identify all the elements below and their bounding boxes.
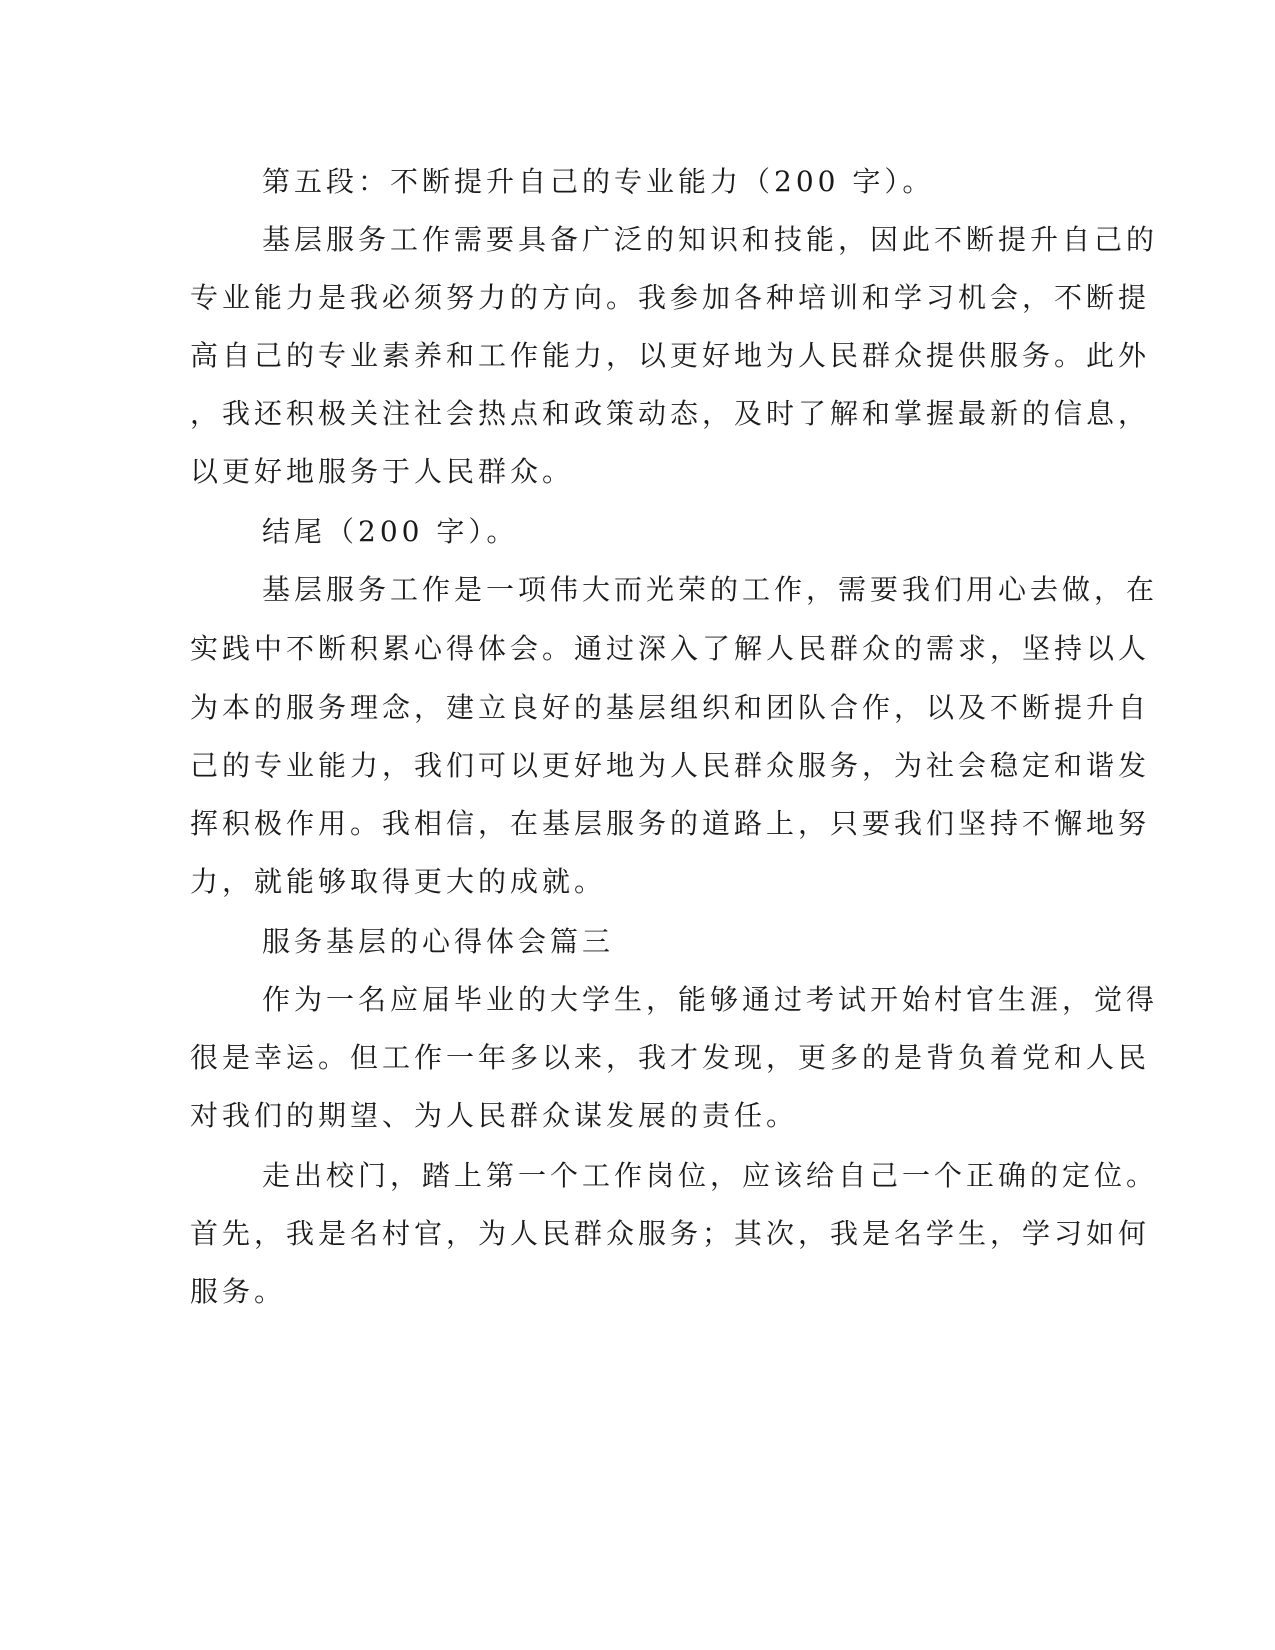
paragraph-line: 首先，我是名村官，为人民群众服务；其次，我是名学生，学习如何 — [190, 1217, 1151, 1250]
section-heading: 服务基层的心得体会篇三 — [262, 925, 615, 958]
paragraph-line: 基层服务工作需要具备广泛的知识和技能，因此不断提升自己的 — [262, 223, 1159, 256]
paragraph-line: 高自己的专业素养和工作能力，以更好地为人民群众提供服务。此外 — [190, 339, 1151, 372]
paragraph-line: 挥积极作用。我相信，在基层服务的道路上，只要我们坚持不懈地努 — [190, 807, 1151, 840]
paragraph-line: 专业能力是我必须努力的方向。我参加各种培训和学习机会，不断提 — [190, 281, 1151, 314]
paragraph-line: 很是幸运。但工作一年多以来，我才发现，更多的是背负着党和人民 — [190, 1041, 1151, 1074]
paragraph-line: 作为一名应届毕业的大学生，能够通过考试开始村官生涯，觉得 — [262, 983, 1159, 1016]
paragraph-line: 力，就能够取得更大的成就。 — [190, 865, 607, 898]
section-heading: 结尾（200 字）。 — [262, 515, 519, 548]
paragraph-line: ，我还积极关注社会热点和政策动态，及时了解和掌握最新的信息， — [190, 397, 1151, 430]
section-heading: 第五段：不断提升自己的专业能力（200 字）。 — [262, 165, 935, 198]
paragraph-line: 对我们的期望、为人民群众谋发展的责任。 — [190, 1099, 799, 1132]
paragraph-line: 服务。 — [190, 1275, 287, 1308]
paragraph-line: 己的专业能力，我们可以更好地为人民群众服务，为社会稳定和谐发 — [190, 749, 1151, 782]
paragraph-line: 走出校门，踏上第一个工作岗位，应该给自己一个正确的定位。 — [262, 1159, 1159, 1192]
paragraph-line: 为本的服务理念，建立良好的基层组织和团队合作，以及不断提升自 — [190, 691, 1151, 724]
paragraph-line: 基层服务工作是一项伟大而光荣的工作，需要我们用心去做，在 — [262, 573, 1159, 606]
paragraph-line: 实践中不断积累心得体会。通过深入了解人民群众的需求，坚持以人 — [190, 632, 1151, 665]
paragraph-line: 以更好地服务于人民群众。 — [190, 455, 575, 488]
